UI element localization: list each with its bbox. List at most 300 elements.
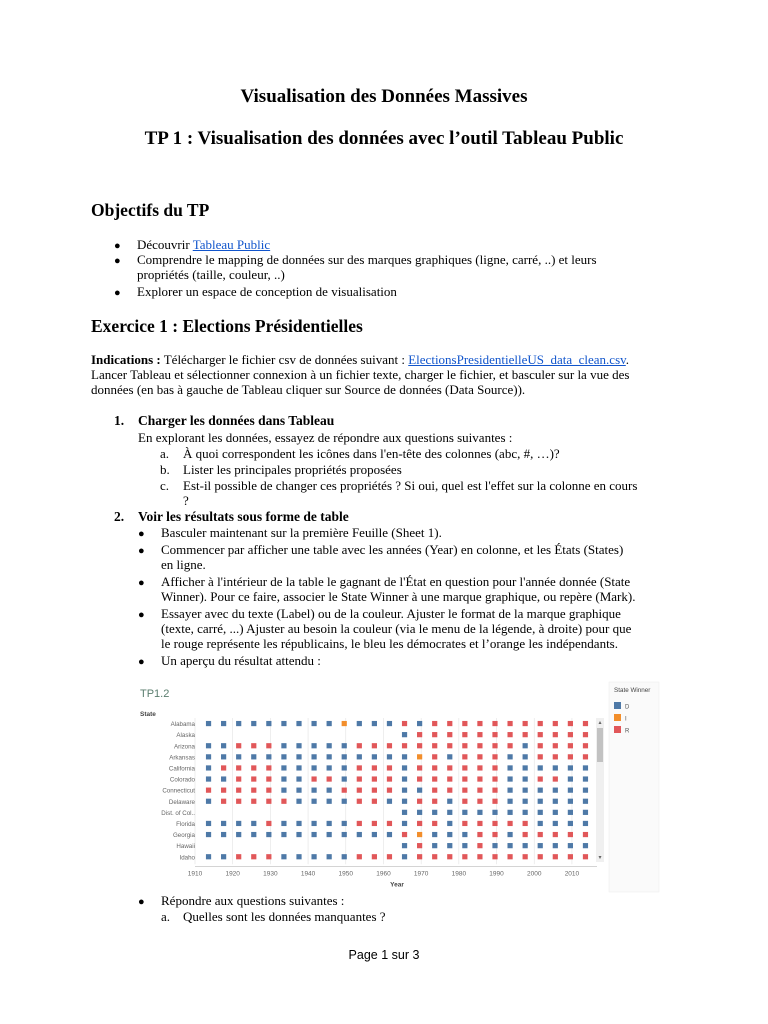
winner-cell-mark [553,765,558,770]
winner-cell-mark [402,821,407,826]
winner-cell-mark [417,788,422,793]
winner-cell-mark [538,743,543,748]
winner-cell-mark [221,754,226,759]
scrollbar-thumb [597,728,603,762]
step2-bullet-2-line2: en ligne. [161,557,206,572]
winner-cell-mark [568,843,573,848]
x-tick-label: 1930 [263,870,278,878]
winner-cell-mark [507,854,512,859]
winner-cell-mark [342,854,347,859]
winner-cell-mark [296,799,301,804]
winner-cell-mark [417,799,422,804]
winner-cell-mark [492,765,497,770]
step2-bullet-4-line3: le rouge représente les républicains, le bleu les démocrates et l’orange les indépendants. [161,636,618,651]
winner-cell-mark [568,776,573,781]
winner-cell-mark [206,743,211,748]
winner-cell-mark [447,732,452,737]
winner-cell-mark [507,754,512,759]
legend-label: I [625,716,627,723]
winner-cell-mark [342,832,347,837]
objective-item-3: Explorer un espace de conception de visualisation [137,284,397,299]
winner-cell-mark [417,843,422,848]
winner-cell-mark [492,832,497,837]
winner-cell-mark [447,843,452,848]
winner-cell-mark [357,832,362,837]
winner-cell-mark [311,788,316,793]
winner-cell-mark [538,776,543,781]
row-label: California [168,765,195,773]
winner-cell-mark [432,843,437,848]
winner-cell-mark [342,721,347,726]
legend-title: State Winner [614,687,651,694]
winner-cell-mark [447,721,452,726]
winner-cell-mark [583,832,588,837]
winner-cell-mark [402,743,407,748]
winner-cell-mark [342,765,347,770]
winner-cell-mark [387,743,392,748]
winner-cell-mark [221,799,226,804]
winner-cell-mark [221,821,226,826]
winner-cell-mark [266,754,271,759]
step2-bullet-6: Répondre aux questions suivantes : [161,893,345,908]
winner-cell-mark [568,765,573,770]
winner-cell-mark [538,821,543,826]
winner-cell-mark [251,799,256,804]
winner-cell-mark [538,732,543,737]
winner-cell-mark [281,788,286,793]
winner-cell-mark [492,754,497,759]
legend-swatch [614,714,621,721]
winner-cell-mark [372,743,377,748]
winner-cell-mark [523,743,528,748]
winner-cell-mark [327,721,332,726]
row-label: Colorado [169,776,195,784]
winner-cell-mark [492,854,497,859]
step1-intro: En explorant les données, essayez de répondre aux questions suivantes : [138,430,513,445]
x-axis-label: Year [390,881,404,889]
winner-cell-mark [477,832,482,837]
step2-bullet-4-line1: Essayer avec du texte (Label) ou de la couleur. Ajuster le format de la marque graphique [161,606,621,621]
winner-cell-mark [462,832,467,837]
winner-cell-mark [417,732,422,737]
winner-cell-mark [432,765,437,770]
winner-cell-mark [266,743,271,748]
winner-cell-mark [402,754,407,759]
bullet-icon: ● [138,545,145,557]
winner-cell-mark [477,732,482,737]
row-label: Dist. of Col.. [161,809,195,817]
winner-cell-mark [417,810,422,815]
winner-cell-mark [568,754,573,759]
winner-cell-mark [402,788,407,793]
step2-bullet-1: Basculer maintenant sur la première Feuille (Sheet 1). [161,525,442,540]
winner-cell-mark [568,721,573,726]
x-tick-label: 1910 [187,870,203,878]
winner-cell-mark [236,832,241,837]
winner-cell-mark [251,743,256,748]
winner-cell-mark [553,854,558,859]
step1-item-a: À quoi correspondent les icônes dans l'en-tête des colonnes (abc, #, …)? [183,446,560,461]
winner-cell-mark [462,743,467,748]
bullet-icon: ● [138,609,145,621]
winner-cell-mark [266,765,271,770]
winner-cell-mark [342,754,347,759]
winner-cell-mark [432,721,437,726]
winner-cell-mark [251,788,256,793]
winner-cell-mark [221,788,226,793]
step1-item-c: Est-il possible de changer ces propriétés ? Si oui, quel est l'effet sur la colonne en cours [183,478,638,493]
winner-cell-mark [206,721,211,726]
winner-cell-mark [327,832,332,837]
winner-cell-mark [342,799,347,804]
winner-cell-mark [568,788,573,793]
winner-cell-mark [236,821,241,826]
step1-item-c-label: c. [160,478,170,493]
step1-item-b-label: b. [160,462,170,477]
row-label: Idaho [179,854,195,862]
winner-cell-mark [311,721,316,726]
winner-cell-mark [327,776,332,781]
legend-panel [609,682,659,892]
winner-cell-mark [327,743,332,748]
winner-cell-mark [477,843,482,848]
scroll-up-icon: ▴ [598,720,602,726]
winner-cell-mark [251,854,256,859]
winner-cell-mark [236,799,241,804]
legend-label: D [625,704,630,711]
indications-line2: Lancer Tableau et sélectionner connexion à un fichier texte, charger le fichier, et basculer sur la vue des [91,367,630,382]
winner-cell-mark [583,854,588,859]
step2-bullet-2-line1: Commencer par afficher une table avec les années (Year) en colonne, et les États (States) [161,542,624,557]
winner-cell-mark [266,721,271,726]
winner-cell-mark [462,799,467,804]
winner-cell-mark [266,854,271,859]
winner-cell-mark [538,788,543,793]
winner-cell-mark [507,732,512,737]
winner-cell-mark [538,832,543,837]
winner-cell-mark [417,765,422,770]
winner-cell-mark [432,743,437,748]
row-label: Georgia [172,832,195,840]
winner-cell-mark [492,843,497,848]
winner-cell-mark [523,821,528,826]
winner-cell-mark [251,821,256,826]
winner-cell-mark [206,754,211,759]
winner-cell-mark [447,799,452,804]
winner-cell-mark [447,810,452,815]
winner-cell-mark [538,843,543,848]
winner-cell-mark [206,832,211,837]
winner-cell-mark [387,832,392,837]
winner-cell-mark [281,776,286,781]
winner-cell-mark [462,788,467,793]
row-header: State [140,711,156,718]
winner-cell-mark [296,832,301,837]
winner-cell-mark [372,832,377,837]
legend-swatch [614,702,621,709]
winner-cell-mark [372,754,377,759]
x-tick-label: 1980 [451,870,467,878]
winner-cell-mark [568,821,573,826]
winner-cell-mark [221,776,226,781]
winner-cell-mark [266,776,271,781]
step2-title: Voir les résultats sous forme de table [138,509,349,524]
winner-cell-mark [236,788,241,793]
winner-cell-mark [583,788,588,793]
winner-cell-mark [462,721,467,726]
winner-cell-mark [583,721,588,726]
winner-cell-mark [538,754,543,759]
tableau-public-link[interactable]: Tableau Public [192,237,271,252]
winner-cell-mark [236,721,241,726]
winner-cell-mark [492,743,497,748]
winner-cell-mark [311,765,316,770]
winner-cell-mark [538,721,543,726]
winner-cell-mark [447,832,452,837]
winner-cell-mark [477,788,482,793]
winner-cell-mark [402,832,407,837]
winner-cell-mark [538,810,543,815]
winner-cell-mark [462,821,467,826]
winner-cell-mark [327,788,332,793]
winner-cell-mark [236,765,241,770]
step2-bullet-3-line2: Winner). Pour ce faire, associer le State Winner à une marque graphique, ou repère (Mark). [161,589,636,604]
winner-cell-mark [372,721,377,726]
step2-number: 2. [114,509,125,524]
winner-cell-mark [342,821,347,826]
winner-cell-mark [251,832,256,837]
winner-cell-mark [236,854,241,859]
winner-cell-mark [402,854,407,859]
bullet-icon: ● [138,656,145,668]
indications-line3: données (en bas à gauche de Tableau cliquer sur Source de données (Data Source)). [91,382,526,397]
winner-cell-mark [462,843,467,848]
legend-swatch [614,726,621,733]
winner-cell-mark [402,810,407,815]
winner-cell-mark [462,754,467,759]
row-label: Arkansas [169,754,195,762]
winner-cell-mark [402,721,407,726]
winner-cell-mark [553,821,558,826]
winner-cell-mark [281,832,286,837]
winner-cell-mark [523,776,528,781]
winner-cell-mark [402,843,407,848]
winner-cell-mark [553,843,558,848]
winner-cell-mark [266,821,271,826]
winner-cell-mark [432,854,437,859]
winner-cell-mark [311,754,316,759]
winner-cell-mark [417,754,422,759]
winner-cell-mark [327,754,332,759]
indications-label: Indications : [91,352,161,367]
winner-cell-mark [507,776,512,781]
row-label: Alaska [176,732,195,740]
winner-cell-mark [311,776,316,781]
winner-cell-mark [583,799,588,804]
winner-cell-mark [387,799,392,804]
winner-cell-mark [296,754,301,759]
winner-cell-mark [553,810,558,815]
bullet-icon: ● [114,240,121,252]
winner-cell-mark [221,832,226,837]
bullet-icon: ● [114,287,121,299]
winner-cell-mark [523,854,528,859]
winner-cell-mark [387,788,392,793]
winner-cell-mark [492,732,497,737]
winner-cell-mark [432,788,437,793]
winner-cell-mark [281,799,286,804]
winner-cell-mark [327,854,332,859]
winner-cell-mark [462,776,467,781]
winner-cell-mark [372,765,377,770]
winner-cell-mark [296,776,301,781]
step1-item-c-end: ? [183,493,189,508]
winner-cell-mark [538,799,543,804]
document-subtitle: TP 1 : Visualisation des données avec l’outil Tableau Public [144,128,624,149]
winner-cell-mark [357,799,362,804]
winner-cell-mark [523,843,528,848]
winner-cell-mark [251,776,256,781]
winner-cell-mark [417,832,422,837]
bullet-icon: ● [138,528,145,540]
winner-cell-mark [507,765,512,770]
step2-bullet-5: Un aperçu du résultat attendu : [161,653,321,668]
x-tick-label: 1940 [300,870,316,878]
step1-title: Charger les données dans Tableau [138,413,335,428]
winner-cell-mark [342,743,347,748]
winner-cell-mark [553,732,558,737]
winner-cell-mark [357,765,362,770]
step1-number: 1. [114,413,125,428]
csv-file-link[interactable]: ElectionsPresidentielleUS_data_clean.csv [408,352,626,367]
winner-cell-mark [553,721,558,726]
winner-cell-mark [296,743,301,748]
winner-cell-mark [507,810,512,815]
winner-cell-mark [372,776,377,781]
winner-cell-mark [402,776,407,781]
winner-cell-mark [281,721,286,726]
winner-cell-mark [583,821,588,826]
winner-cell-mark [523,810,528,815]
row-label: Arizona [174,743,195,751]
x-tick-label: 1970 [413,870,429,878]
winner-cell-mark [357,788,362,793]
winner-cell-mark [206,776,211,781]
bullet-icon: ● [138,896,145,908]
winner-cell-mark [281,854,286,859]
winner-cell-mark [492,821,497,826]
winner-cell-mark [492,721,497,726]
winner-cell-mark [462,732,467,737]
winner-cell-mark [266,799,271,804]
winner-cell-mark [523,832,528,837]
winner-cell-mark [296,821,301,826]
winner-cell-mark [387,821,392,826]
objective-item-2-line1: Comprendre le mapping de données sur des marques graphiques (ligne, carré, ..) et leurs [137,252,597,267]
winner-cell-mark [281,765,286,770]
winner-cell-mark [281,743,286,748]
winner-cell-mark [236,743,241,748]
winner-cell-mark [523,721,528,726]
step2-bullet-3-line1: Afficher à l'intérieur de la table le gagnant de l'État en question pour l'année donnée (State [161,574,631,589]
winner-cell-mark [251,765,256,770]
winner-cell-mark [357,721,362,726]
winner-cell-mark [402,732,407,737]
winner-cell-mark [236,754,241,759]
step2-bullet-4-line2: (texte, carré, ...) Ajuster au besoin la couleur (via le menu de la légende, à droite) pour que [161,621,632,636]
winner-cell-mark [447,821,452,826]
exercise-heading: Exercice 1 : Elections Présidentielles [91,316,363,336]
winner-cell-mark [583,732,588,737]
winner-cell-mark [447,765,452,770]
winner-cell-mark [523,799,528,804]
winner-cell-mark [568,832,573,837]
row-label: Delaware [168,798,195,806]
winner-cell-mark [266,832,271,837]
winner-cell-mark [462,854,467,859]
winner-cell-mark [432,821,437,826]
winner-cell-mark [387,776,392,781]
winner-cell-mark [417,743,422,748]
winner-cell-mark [477,810,482,815]
winner-cell-mark [417,776,422,781]
winner-cell-mark [206,854,211,859]
winner-cell-mark [311,832,316,837]
winner-cell-mark [553,743,558,748]
winner-cell-mark [236,776,241,781]
winner-cell-mark [523,765,528,770]
winner-cell-mark [583,765,588,770]
winner-cell-mark [447,754,452,759]
winner-cell-mark [417,721,422,726]
step1-item-a-label: a. [160,446,170,461]
winner-cell-mark [357,743,362,748]
winner-cell-mark [583,810,588,815]
winner-cell-mark [342,788,347,793]
row-label: Alabama [170,721,195,729]
objective-item-1: Découvrir Tableau Public [137,237,271,252]
winner-cell-mark [327,765,332,770]
winner-cell-mark [402,765,407,770]
winner-cell-mark [462,765,467,770]
winner-cell-mark [568,743,573,748]
winner-cell-mark [342,776,347,781]
winner-cell-mark [417,821,422,826]
winner-cell-mark [492,799,497,804]
winner-cell-mark [568,732,573,737]
x-tick-label: 2010 [564,870,580,878]
winner-cell-mark [477,743,482,748]
winner-cell-mark [372,854,377,859]
scroll-down-icon: ▾ [598,855,602,861]
winner-cell-mark [477,754,482,759]
winner-cell-mark [221,743,226,748]
winner-cell-mark [553,776,558,781]
winner-cell-mark [477,776,482,781]
question-a-label: a. [161,909,171,924]
winner-cell-mark [492,776,497,781]
winner-cell-mark [462,810,467,815]
winner-cell-mark [507,821,512,826]
winner-cell-mark [568,810,573,815]
row-label: Connecticut [162,787,195,795]
winner-cell-mark [387,765,392,770]
winner-cell-mark [507,799,512,804]
winner-cell-mark [477,799,482,804]
winner-cell-mark [311,821,316,826]
winner-cell-mark [447,776,452,781]
winner-cell-mark [387,721,392,726]
